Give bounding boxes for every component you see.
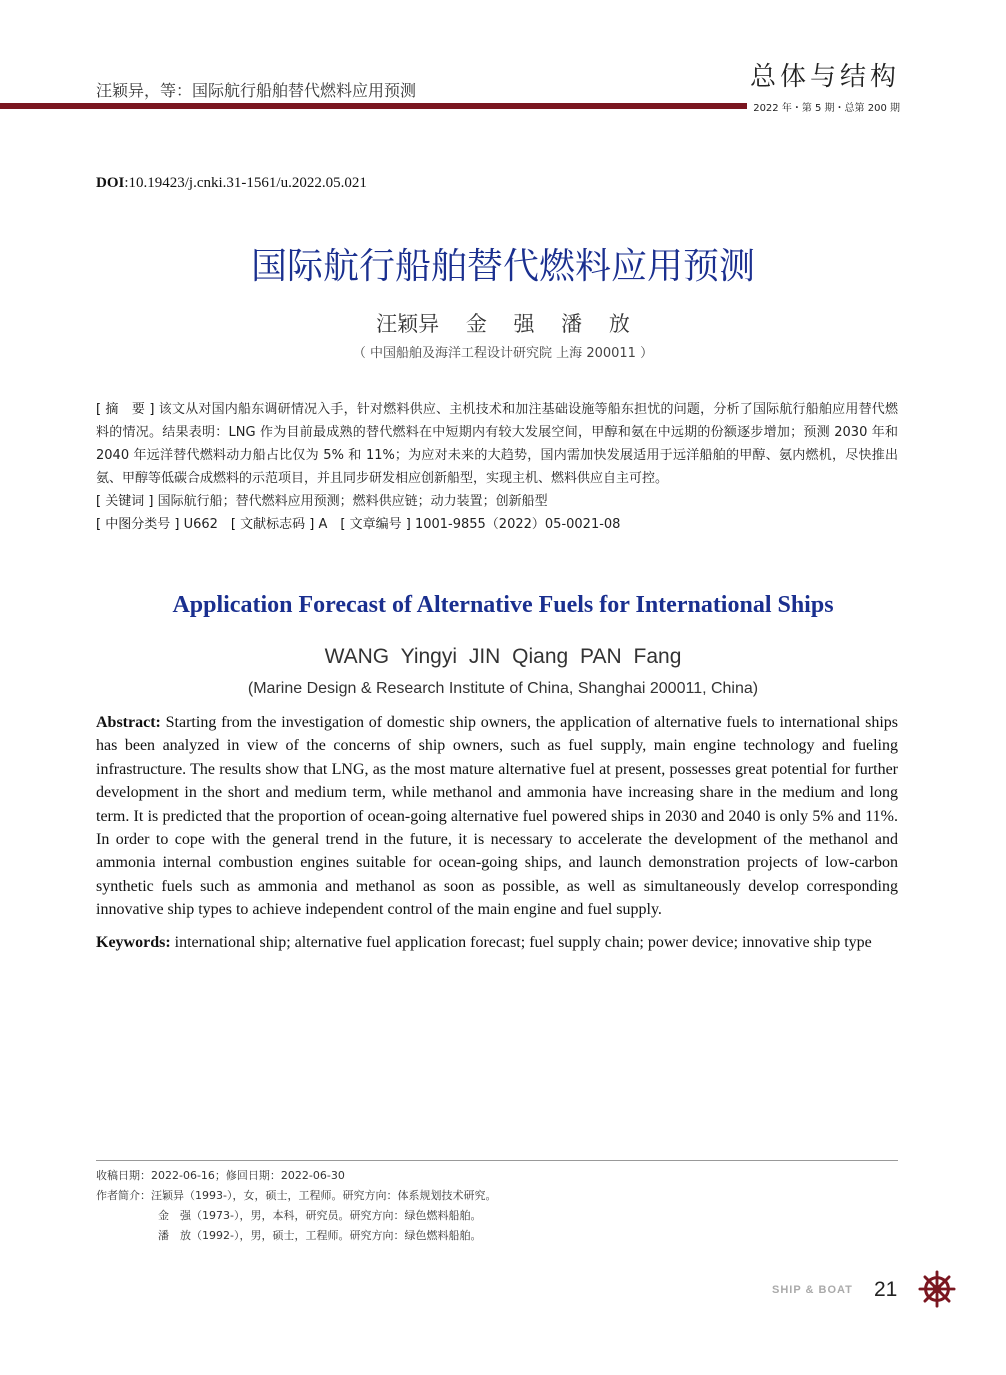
doi-value: :10.19423/j.cnki.31-1561/u.2022.05.021 [124, 175, 367, 191]
keywords-en [96, 931, 898, 954]
doc-code-value: A [318, 517, 328, 532]
section-title: 总体与结构 [749, 62, 900, 92]
authors-cn: 汪颖异 金 强 潘 放 [376, 312, 630, 336]
keywords-cn-text: 国际航行船；替代燃料应用预测；燃料供应链；动力装置；创新船型 [157, 494, 548, 509]
footnote-author-1: 作者简介：汪颖异（1993-），女，硕士，工程师。研究方向：体系规划技术研究。 [96, 1189, 497, 1202]
ship-wheel-icon [918, 1270, 956, 1308]
running-head: 汪颖异，等：国际航行船舶替代燃料应用预测 [96, 81, 417, 100]
footnote-received: 收稿日期：2022-06-16；修回日期：2022-06-30 [96, 1169, 345, 1182]
footnote-rule [96, 1160, 898, 1161]
authors-en: WANG Yingyi JIN Qiang PAN Fang [324, 645, 682, 668]
doi-label: DOI [96, 175, 125, 191]
abstract-cn-label: [ 摘 要 ] [96, 402, 155, 417]
doc-code-label: [ 文献标志码 ] [230, 517, 315, 532]
abstract-en-label: Abstract: [96, 714, 161, 731]
page-number: 21 [874, 1278, 898, 1301]
chinese-abstract-block [96, 398, 898, 536]
affiliation-en: (Marine Design & Research Institute of China, Shanghai 200011, China) [247, 680, 759, 697]
keywords-en-label: Keywords: [96, 933, 171, 951]
affiliation-cn: （ 中国船舶及海洋工程设计研究院 上海 200011 ） [352, 346, 654, 361]
clc-label: [ 中图分类号 ] [96, 517, 180, 532]
footnotes [96, 1166, 496, 1246]
english-abstract-block [96, 711, 898, 954]
article-title-cn: 国际航行船舶替代燃料应用预测 [250, 246, 755, 287]
classification-cn [96, 513, 898, 536]
article-number-value: 1001-9855（2022）05-0021-08 [414, 517, 621, 532]
abstract-en [96, 711, 898, 922]
journal-brand: SHIP & BOAT [772, 1284, 853, 1296]
article-title-en: Application Forecast of Alternative Fuels for International Ships [172, 592, 834, 618]
keywords-cn [96, 490, 898, 513]
issue-info: 2022 年・第 5 期・总第 200 期 [747, 102, 900, 116]
footnote-author-2: 金 强（1973-），男，本科，研究员。研究方向：绿色燃料船舶。 [158, 1209, 482, 1222]
article-number-label: [ 文章编号 ] [340, 517, 411, 532]
keywords-en-text: international ship; alternative fuel application forecast; fuel supply chain; power device; innovative ship type [170, 933, 872, 951]
keywords-cn-label: [ 关键词 ] [96, 494, 154, 509]
footnote-author-3: 潘 放（1992-），男，硕士，工程师。研究方向：绿色燃料船舶。 [158, 1229, 482, 1242]
abstract-en-text: Starting from the investigation of domestic ship owners, the application of alternative fuels to international ships has been analyzed in view of the concerns of ship owners, such as fuel supply, main engine technology and fueling infrastructure. The results show that LNG, as the most mature alternative fuel at present, possesses great potential for further development in the short and medium term, while methanol and ammonia have increasing share in the medium and long term. It is predicted that the proportion of ocean-going alternative fuel powered ships in 2030 and 2040 is only 5% and 11%. In order to cope with the general trend in the future, it is necessary to accelerate the development of the methanol and ammonia internal combustion engines suitable for ocean-going ships, and launch demonstration projects of low-carbon synthetic fuels such as ammonia and methanol as soon as possible, as well as simultaneously develop corresponding innovative ship types to achieve independent control of the main engine and fuel supply. [96, 714, 898, 919]
doi-line [96, 175, 367, 192]
abstract-cn-text: 该文从对国内船东调研情况入手，针对燃料供应、主机技术和加注基础设施等船东担忧的问题，分析了国际航行船舶应用替代燃料的情况。结果表明：LNG 作为目前最成熟的替代燃料在中短期内有较大发展空间，甲醇和氨在中远期的份额逐步增加；预测 2030 年和 2040 年远洋替代燃料动力船占比仅为 5% 和 11%；为应对未来的大趋势，国内需加快发展适用于远洋船舶的甲醇、氨内燃机，尽快推出氨、甲醇等低碳合成燃料的示范项目，并且同步研发相应创新船型，实现主机、燃料供应自主可控。 [96, 402, 898, 486]
clc-value: U662 [183, 517, 218, 532]
abstract-cn [96, 398, 898, 490]
